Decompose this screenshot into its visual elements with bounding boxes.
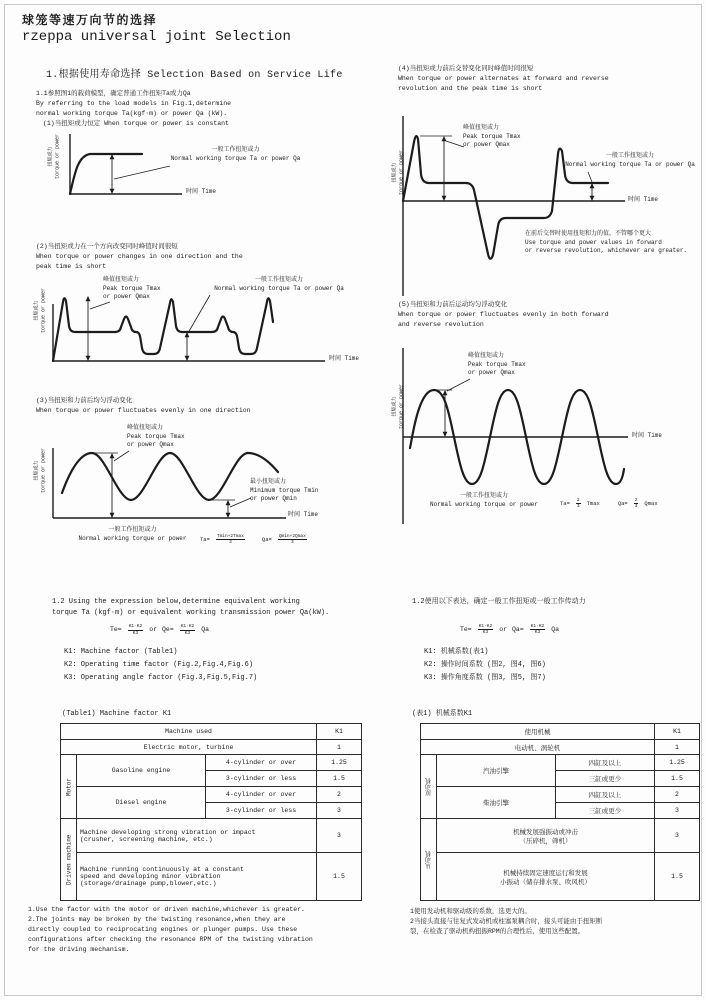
intro-line-zh: 1.1参照图1的载荷模型，确定普通工作扭矩Ta或力Qa bbox=[36, 90, 191, 97]
arrow-head-down-icon bbox=[590, 196, 595, 201]
table-row bbox=[421, 724, 700, 740]
intro-line-en1: By referring to the load models in Fig.1,determine bbox=[36, 100, 232, 108]
fig5-heading-en2: and reverse revolution bbox=[398, 321, 484, 329]
title-block bbox=[22, 11, 291, 46]
equivalent-formula bbox=[110, 624, 362, 635]
group-driven-machine: 从动机 bbox=[421, 819, 437, 901]
condition-1: (1)当扭矩或力恒定 When torque or power is constant bbox=[43, 120, 229, 128]
min-torque-label-zh: 最小扭矩或力 bbox=[250, 478, 287, 485]
header-machine-used: Machine used bbox=[61, 724, 317, 740]
arrow-head-down-icon bbox=[443, 432, 448, 437]
cell-diesel-4cyl: 四缸及以上 bbox=[556, 787, 655, 803]
k3-factor-line: K3: 操作角度系数 (图3, 图5, 图7) bbox=[424, 673, 546, 682]
cell-strong-k1: 3 bbox=[317, 819, 362, 853]
or-word: or bbox=[149, 625, 158, 633]
x-axis-label: 时间 Time bbox=[288, 511, 319, 518]
x-axis-label: 时间 Time bbox=[628, 196, 659, 203]
k1-factor-line: K1: Machine factor (Table1) bbox=[64, 647, 178, 656]
qe-fraction: $\frac{K1\cdot K2}{K3}$ bbox=[180, 624, 195, 636]
machine-factor-table-en bbox=[60, 723, 362, 901]
note-line: 1使用发动机和驱动级的系数，选更大的。 bbox=[410, 908, 531, 915]
table-right-caption: (表1) 机械系数K1 bbox=[412, 710, 473, 718]
ta-formula bbox=[560, 498, 600, 509]
ta-fraction: $\frac{Tmin+2Tmax}{3}$ bbox=[216, 534, 244, 546]
normal-torque-label-zh: 一般工作扭矩或力 bbox=[605, 152, 654, 159]
cell-gasoline-4cyl-k1: 1.25 bbox=[317, 755, 362, 771]
machine-factor-table-zh bbox=[420, 723, 700, 901]
qa-lhs: Qa= bbox=[617, 500, 628, 508]
normal-torque-label-en: Normal working torque Ta or power Qa bbox=[565, 160, 695, 168]
peak-torque-label bbox=[463, 124, 521, 150]
intro-paragraph bbox=[36, 89, 231, 129]
fig4-note-en2: or reverse revolution, whichever are greater. bbox=[525, 247, 688, 255]
fig4-normal-leader bbox=[588, 172, 592, 182]
peak-torque-label-zh: 峰值扭矩或力 bbox=[127, 424, 164, 431]
table-row bbox=[421, 853, 700, 901]
arrow-head-down-icon bbox=[110, 189, 115, 194]
min-torque-label-en1: Minimum torque Tmin bbox=[250, 486, 319, 494]
fig4-note-zh: 在前后交替时使用扭矩和力的值，不管哪个更大 bbox=[525, 230, 652, 237]
table-row bbox=[61, 787, 362, 803]
peak-torque-label-en2: or power Qmax bbox=[463, 141, 510, 149]
qa-lhs: Qa= bbox=[512, 625, 524, 633]
y-axis-label-en: torque or power bbox=[40, 448, 46, 494]
min-torque-label bbox=[250, 478, 318, 504]
qe-lhs: Qe= bbox=[162, 625, 174, 633]
y-axis-label-en: torque or power bbox=[40, 288, 46, 334]
normal-torque-label-en: Normal working torque or power bbox=[78, 534, 187, 542]
fig3-fluctuating-load-chart bbox=[30, 416, 375, 564]
y-axis-label-zh: 扭矩或力 bbox=[391, 396, 398, 417]
qa-rhs: Qmax bbox=[644, 500, 658, 508]
normal-torque-label-zh: 一般工作扭矩或力 bbox=[211, 146, 260, 153]
table-row bbox=[61, 740, 362, 755]
cell-diesel-3cyl-k1: 3 bbox=[317, 803, 362, 819]
y-axis-label bbox=[34, 279, 47, 343]
fig3-formulas bbox=[200, 534, 308, 545]
arrow-head-down-icon bbox=[86, 356, 91, 361]
note-line: configurations after checking the resonance RPM of the twisting vibration bbox=[28, 936, 313, 944]
fig2-heading-zh: (2)当扭矩或力在一个方向改变同时峰值时间很短 bbox=[36, 243, 178, 250]
fig4-note-en1: Use torque and power values in forward bbox=[525, 238, 662, 246]
note-line: 2当接头直接与往复式发动机或柱塞泵耦合时，接头可能由于扭矩断 bbox=[410, 918, 603, 926]
fig5-heading-zh: (5)当扭矩和力前后运动均匀浮动变化 bbox=[398, 301, 508, 308]
ta-formula bbox=[200, 534, 246, 545]
cell-minor-vibration: 机械持续固定速度运行和发展 小振动（储存排水泵、吹风机） bbox=[437, 853, 655, 901]
arrow-head-up-icon bbox=[86, 296, 91, 301]
peak-torque-label-en1: Peak torque Tmax bbox=[468, 360, 526, 368]
cell-diesel-4cyl: 4-cylinder or over bbox=[206, 787, 317, 803]
group-driven-machine: Driven machine bbox=[61, 819, 77, 901]
sec12-left-line1: 1.2 Using the expression below,determine equivalent working bbox=[52, 598, 300, 606]
page-title-zh: 球笼等速万向节的选择 bbox=[22, 13, 158, 27]
fig4-alternating-load-chart bbox=[391, 106, 700, 306]
fig5-peak-leader bbox=[447, 379, 470, 391]
cell-minor-k1: 1.5 bbox=[655, 853, 700, 901]
fig1-load-curve bbox=[70, 154, 142, 194]
x-axis-label: 时间 Time bbox=[186, 188, 217, 195]
peak-torque-label-en2: or power Qmax bbox=[103, 293, 150, 301]
qa-lhs: Qa= bbox=[261, 536, 272, 544]
peak-torque-label bbox=[103, 276, 161, 302]
note-line: 裂，在检查了驱动机构扭振RPM的合理性后，使用这些配置。 bbox=[410, 928, 585, 936]
note-line: 2.The joints may be broken by the twisting resonance,when they are bbox=[28, 916, 286, 924]
cell-gasoline-4cyl: 四缸及以上 bbox=[556, 755, 655, 771]
arrow-head-down-icon bbox=[442, 196, 447, 201]
fig5-formulas bbox=[560, 498, 658, 509]
qa-fraction: $\frac{Qmin+2Qmax}{3}$ bbox=[278, 534, 306, 546]
normal-torque-label-zh: 一般工作扭矩或力 bbox=[108, 526, 157, 533]
cell-gasoline-3cyl-k1: 1.5 bbox=[655, 771, 700, 787]
min-torque-label-en2: or power Qmin bbox=[250, 495, 297, 503]
fig3-heading-en: When torque or power fluctuates evenly in one direction bbox=[36, 407, 251, 415]
qa-fraction: $\frac{2}{3}$ bbox=[634, 498, 638, 510]
fig4-peak-leader bbox=[446, 141, 464, 147]
normal-torque-label bbox=[418, 492, 550, 509]
normal-torque-label bbox=[70, 526, 195, 543]
fig2-normal-leader bbox=[188, 295, 210, 333]
x-axis-label: 时间 Time bbox=[329, 355, 360, 362]
qa-fraction: $\frac{K1\cdot K2}{K3}$ bbox=[530, 624, 545, 636]
notes-right bbox=[410, 907, 702, 937]
cell-electric-motor: 电动机、涡轮机 bbox=[421, 740, 655, 755]
qa-tail: Qa bbox=[551, 625, 560, 633]
arrow-head-up-icon bbox=[443, 390, 448, 395]
normal-torque-label bbox=[190, 276, 368, 293]
fig2-heading bbox=[36, 242, 243, 272]
fig3-heading bbox=[36, 396, 251, 416]
note-line: directly coupled to reciprocating engines or plunger pumps. Use these bbox=[28, 926, 298, 934]
cell-diesel-engine: 柴油引擎 bbox=[437, 787, 556, 819]
group-motor: 原动机 bbox=[421, 755, 437, 819]
cell-diesel-3cyl: 3-cylinder or less bbox=[206, 803, 317, 819]
ta-fraction: $\frac{2}{3}$ bbox=[576, 498, 580, 510]
table-row bbox=[421, 819, 700, 853]
peak-torque-label-en2: or power Qmax bbox=[127, 441, 174, 449]
or-word: or bbox=[499, 625, 508, 633]
normal-torque-label-en: Normal working torque Ta or power Qa bbox=[170, 154, 301, 162]
fig1-constant-load-chart bbox=[30, 126, 375, 222]
header-k1: K1 bbox=[317, 724, 362, 740]
arrow-head-down-icon bbox=[185, 356, 190, 361]
k1-factor-line: K1: 机械系数(表1) bbox=[424, 647, 489, 656]
qa-tail: Qa bbox=[201, 625, 210, 633]
fig4-note bbox=[525, 230, 688, 256]
cell-electric-k1: 1 bbox=[655, 740, 700, 755]
cell-electric-k1: 1 bbox=[317, 740, 362, 755]
header-k1: K1 bbox=[655, 724, 700, 740]
cell-gasoline-3cyl: 三缸或更少 bbox=[556, 771, 655, 787]
fig5-heading bbox=[398, 300, 609, 330]
section1-heading: 1.根据使用寿命选择 Selection Based on Service Life bbox=[46, 70, 343, 81]
cell-strong-vibration: Machine developing strong vibration or impact (crusher, screening machine, etc.) bbox=[77, 819, 317, 853]
table-row bbox=[421, 755, 700, 771]
y-axis-label-en: torque or power bbox=[398, 150, 404, 196]
fig3-min-leader bbox=[230, 498, 251, 507]
fig2-heading-en1: When torque or power changes in one direction and the bbox=[36, 253, 243, 261]
fig4-heading-en2: revolution and the peak time is short bbox=[398, 85, 543, 93]
equivalent-formula bbox=[460, 624, 702, 635]
k3-factor-line: K3: Operating angle factor (Fig.3,Fig.5,Fig.7) bbox=[64, 673, 258, 682]
ta-rhs: Tmax bbox=[586, 500, 600, 508]
y-axis-label-en: torque or power bbox=[398, 384, 404, 430]
table-row bbox=[61, 819, 362, 853]
cell-diesel-engine: Diesel engine bbox=[77, 787, 206, 819]
cell-diesel-4cyl-k1: 2 bbox=[317, 787, 362, 803]
y-axis-label-zh: 扭矩或力 bbox=[33, 300, 40, 321]
arrow-head-up-icon bbox=[110, 453, 115, 458]
table-row bbox=[421, 787, 700, 803]
x-axis-label: 时间 Time bbox=[632, 432, 663, 439]
cell-gasoline-4cyl-k1: 1.25 bbox=[655, 755, 700, 771]
normal-torque-label bbox=[562, 152, 698, 169]
note-line: 1.Use the factor with the motor or driven machine,whichever is greater. bbox=[28, 906, 305, 913]
peak-torque-label-zh: 峰值扭矩或力 bbox=[103, 276, 140, 283]
te-fraction: $\frac{K1\cdot K2}{K3}$ bbox=[128, 624, 143, 636]
cell-gasoline-engine: Gasoline engine bbox=[77, 755, 206, 787]
y-axis-label bbox=[48, 125, 61, 189]
ta-lhs: Ta= bbox=[560, 500, 570, 508]
table-row bbox=[421, 740, 700, 755]
notes-left bbox=[28, 905, 363, 955]
normal-torque-label-zh: 一般工作扭矩或力 bbox=[254, 276, 303, 283]
te-lhs: Te= bbox=[110, 625, 122, 633]
fig3-peak-leader bbox=[114, 451, 129, 461]
normal-torque-label-en: Normal working torque or power bbox=[429, 500, 539, 508]
qa-formula bbox=[262, 534, 308, 545]
table-row bbox=[61, 755, 362, 771]
peak-torque-label bbox=[127, 424, 185, 450]
fig5-bidirectional-load-chart bbox=[391, 336, 700, 532]
fig2-heading-en2: peak time is short bbox=[36, 263, 107, 271]
k2-factor-line: K2: 操作时间系数 (图2, 图4, 图6) bbox=[424, 660, 546, 669]
section12-left bbox=[52, 597, 362, 685]
peak-torque-label-en1: Peak torque Tmax bbox=[103, 284, 161, 292]
peak-torque-label-en1: Peak torque Tmax bbox=[463, 132, 521, 140]
y-axis-label bbox=[392, 377, 405, 437]
arrow-head-down-icon bbox=[110, 513, 115, 518]
group-motor: Motor bbox=[61, 755, 77, 819]
note-line: for the driving mechanism. bbox=[28, 946, 130, 954]
te-fraction: $\frac{K1\cdot K2}{K3}$ bbox=[478, 624, 493, 636]
te-lhs: Te= bbox=[460, 625, 472, 633]
fig3-load-curve bbox=[62, 453, 278, 500]
normal-torque-label-zh: 一般工作扭矩或力 bbox=[459, 492, 508, 499]
cell-strong-k1: 3 bbox=[655, 819, 700, 853]
peak-torque-label-zh: 峰值扭矩或力 bbox=[463, 124, 500, 131]
cell-gasoline-3cyl-k1: 1.5 bbox=[317, 771, 362, 787]
peak-torque-label-en2: or power Qmax bbox=[468, 369, 515, 377]
cell-diesel-3cyl: 三缸或更少 bbox=[556, 803, 655, 819]
fig5-heading-en1: When torque or power fluctuates evenly in both forward bbox=[398, 311, 609, 319]
ta-lhs: Ta= bbox=[200, 536, 210, 544]
peak-torque-label-en1: Peak torque Tmax bbox=[127, 432, 185, 440]
y-axis-label bbox=[34, 439, 47, 503]
peak-torque-label-zh: 峰值扭矩或力 bbox=[468, 352, 505, 359]
fig2-peak-load-chart bbox=[30, 276, 375, 378]
sec12-left-line2: torque Ta (kgf·m) or equivalent working transmission power Qa(kW). bbox=[52, 609, 330, 618]
arrow-head-up-icon bbox=[442, 136, 447, 141]
normal-torque-label-en: Normal working torque Ta or power Qa bbox=[214, 284, 344, 292]
arrow-head-up-icon bbox=[226, 500, 231, 505]
intro-line-en2: normal working torque Ta(kgf·m) or power Qa (kW). bbox=[36, 110, 228, 118]
cell-electric-motor: Electric motor, turbine bbox=[61, 740, 317, 755]
y-axis-label-zh: 扭矩或力 bbox=[391, 162, 398, 183]
arrow-head-down-icon bbox=[226, 513, 231, 518]
fig1-plot bbox=[30, 126, 375, 222]
fig1-leader-line bbox=[114, 166, 170, 179]
peak-torque-label bbox=[468, 352, 526, 378]
fig4-heading-zh: (4)当扭矩或力前后交替变化同时峰值时间很短 bbox=[398, 65, 534, 72]
cell-gasoline-engine: 汽油引擎 bbox=[437, 755, 556, 787]
sec12-right-line1: 1.2使用以下表达，确定一般工作扭矩或一般工作传动力 bbox=[412, 598, 586, 606]
cell-gasoline-4cyl: 4-cylinder or over bbox=[206, 755, 317, 771]
page-title-en: rzeppa universal joint Selection bbox=[22, 29, 291, 45]
cell-gasoline-3cyl: 3-cylinder or less bbox=[206, 771, 317, 787]
table-row bbox=[61, 853, 362, 901]
section12-right bbox=[412, 597, 702, 685]
cell-diesel-3cyl-k1: 3 bbox=[655, 803, 700, 819]
header-machine-used: 使用机械 bbox=[421, 724, 655, 740]
cell-minor-vibration: Machine running continuously at a constant speed and developing minor vibration (storage/drainage pump,blower,etc.) bbox=[77, 853, 317, 901]
k2-factor-line: K2: Operating time factor (Fig.2,Fig.4,Fig.6) bbox=[64, 660, 254, 669]
normal-torque-label bbox=[148, 146, 323, 163]
fig4-plot bbox=[391, 106, 700, 306]
fig4-heading-en1: When torque or power alternates at forward and reverse bbox=[398, 75, 609, 83]
cell-diesel-4cyl-k1: 2 bbox=[655, 787, 700, 803]
fig2-peak-leader bbox=[90, 302, 110, 309]
fig2-load-curve bbox=[53, 298, 273, 361]
fig4-heading bbox=[398, 64, 609, 94]
fig1-axes bbox=[70, 134, 182, 194]
cell-minor-k1: 1.5 bbox=[317, 853, 362, 901]
table-left-caption: (Table1) Machine factor K1 bbox=[62, 710, 172, 718]
y-axis-label-en: torque or power bbox=[54, 134, 60, 180]
table-row bbox=[61, 724, 362, 740]
cell-strong-vibration: 机械发展强振动或冲击 （压碎机，筛机） bbox=[437, 819, 655, 853]
qa-formula bbox=[618, 498, 658, 509]
y-axis-label-zh: 扭矩或力 bbox=[33, 460, 40, 481]
y-axis-label-zh: 扭矩或力 bbox=[47, 146, 54, 167]
y-axis-label bbox=[392, 143, 405, 203]
fig3-heading-zh: (3)当扭矩和力前后均匀浮动变化 bbox=[36, 397, 133, 404]
